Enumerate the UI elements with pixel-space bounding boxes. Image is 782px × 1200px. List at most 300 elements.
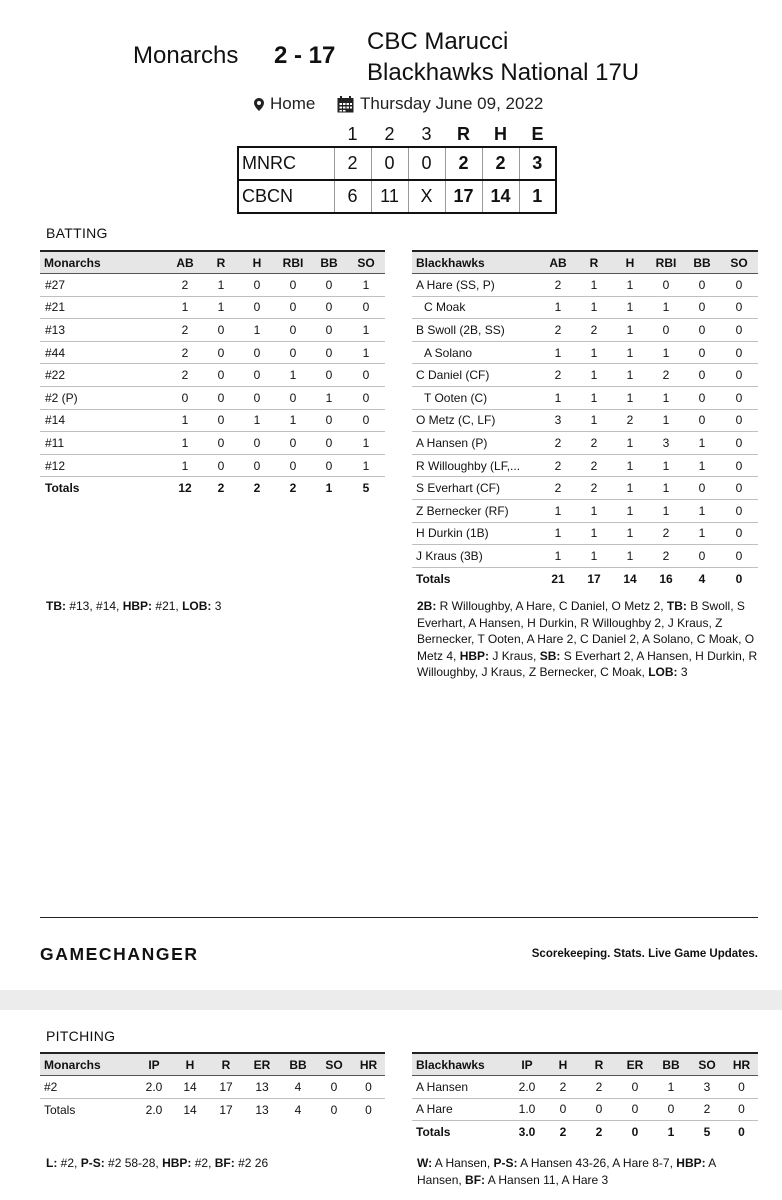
note-text: #2 58-28, xyxy=(104,1156,163,1170)
stat-cell: 0 xyxy=(311,409,347,432)
stat-cell: 0 xyxy=(684,387,720,410)
stat-cell: 1 xyxy=(275,364,311,387)
player-name: H Durkin (1B) xyxy=(412,522,540,545)
column-header-bb: BB xyxy=(653,1053,689,1076)
totals-label: Totals xyxy=(44,1102,76,1117)
stat-cell: 0 xyxy=(684,319,720,342)
stat-cell: 1 xyxy=(684,500,720,523)
player-name: #27 xyxy=(40,274,167,297)
stat-cell: 0 xyxy=(203,387,239,410)
note-text: 3 xyxy=(677,665,688,679)
stat-cell: 1 xyxy=(648,454,684,477)
pitching-notes-home xyxy=(417,1155,759,1188)
table-row xyxy=(412,296,758,319)
final-score: 2 - 17 xyxy=(274,42,336,69)
home-team-name-line1: CBC Marucci xyxy=(367,28,509,55)
stat-cell: 1 xyxy=(576,500,612,523)
stat-cell: 4 xyxy=(280,1076,316,1099)
totals-cell: 16 xyxy=(659,571,673,586)
linescore-header xyxy=(238,122,556,147)
linescore-hits: 2 xyxy=(482,147,519,180)
stat-cell: 1 xyxy=(167,409,203,432)
stat-cell: 0 xyxy=(648,319,684,342)
totals-cell: 0 xyxy=(738,1125,745,1140)
stat-cell: 0 xyxy=(275,432,311,455)
column-header-team: Blackhawks xyxy=(412,1053,509,1076)
stat-cell: 0 xyxy=(203,364,239,387)
stat-cell: 1 xyxy=(612,477,648,500)
note-label: LOB: xyxy=(182,599,212,613)
column-header-r: R xyxy=(581,1053,617,1076)
note-label: HBP: xyxy=(162,1156,192,1170)
totals-cell: 5 xyxy=(362,481,370,496)
game-date xyxy=(337,94,543,114)
note-text: #2 26 xyxy=(234,1156,269,1170)
stat-cell: 0 xyxy=(275,454,311,477)
totals-label: Totals xyxy=(416,571,451,586)
stat-cell: 0 xyxy=(203,409,239,432)
stat-cell: 2 xyxy=(167,274,203,297)
column-header-ip: IP xyxy=(509,1053,545,1076)
player-name: #12 xyxy=(40,454,167,477)
stat-cell: 0 xyxy=(648,274,684,297)
boxscore-page-2 xyxy=(0,1010,782,1200)
stat-cell: 1 xyxy=(612,274,648,297)
stat-cell: 1 xyxy=(612,319,648,342)
column-header-ab: AB xyxy=(167,251,203,274)
linescore-row-away xyxy=(238,147,556,180)
stat-cell: 0 xyxy=(311,319,347,342)
stat-cell: 0 xyxy=(239,341,275,364)
stat-cell: 1 xyxy=(540,500,576,523)
table-row xyxy=(412,341,758,364)
totals-label: Totals xyxy=(416,1125,451,1140)
table-row xyxy=(40,409,385,432)
player-name: S Everhart (CF) xyxy=(412,477,540,500)
table-row xyxy=(412,1076,758,1099)
totals-cell: 2.0 xyxy=(145,1102,163,1117)
footer-divider xyxy=(40,917,758,918)
inning-3-header: 3 xyxy=(421,123,432,144)
table-row xyxy=(412,387,758,410)
pitching-notes-away xyxy=(46,1155,376,1172)
stat-cell: 1.0 xyxy=(509,1098,545,1121)
stat-cell: 1 xyxy=(540,387,576,410)
stat-cell: 0 xyxy=(545,1098,581,1121)
table-row xyxy=(412,454,758,477)
stat-cell: 2 xyxy=(540,432,576,455)
stat-cell: 0 xyxy=(311,364,347,387)
batting-notes-away xyxy=(46,598,376,615)
stat-cell: 1 xyxy=(612,545,648,568)
stat-cell: 0 xyxy=(720,522,758,545)
stat-cell: 1 xyxy=(612,364,648,387)
stat-cell: 0 xyxy=(720,319,758,342)
note-text: #2, xyxy=(191,1156,215,1170)
stat-cell: 1 xyxy=(684,432,720,455)
player-name: C Moak xyxy=(412,296,540,319)
table-row xyxy=(40,454,385,477)
note-text: A Hansen 11, A Hare 3 xyxy=(485,1172,609,1187)
note-text: #13, #14, xyxy=(66,599,123,613)
stat-cell: 0 xyxy=(725,1098,758,1121)
stat-cell: 1 xyxy=(648,341,684,364)
stat-cell: 1 xyxy=(576,545,612,568)
stat-cell: 0 xyxy=(239,296,275,319)
totals-cell: 0 xyxy=(735,571,743,586)
totals-cell: 2 xyxy=(595,1125,603,1140)
stat-cell: 0 xyxy=(311,296,347,319)
player-name: #2 (P) xyxy=(40,387,167,410)
stat-cell: 0 xyxy=(720,341,758,364)
stat-cell: 0 xyxy=(275,296,311,319)
away-team-name: Monarchs xyxy=(133,42,239,69)
stat-cell: 0 xyxy=(203,319,239,342)
stat-cell: 0 xyxy=(239,454,275,477)
column-header-team: Monarchs xyxy=(40,251,167,274)
stat-cell: 1 xyxy=(612,387,648,410)
note-label: P-S: xyxy=(80,1156,105,1170)
stat-cell: 0 xyxy=(203,341,239,364)
stat-cell: 0 xyxy=(275,341,311,364)
batting-table-away xyxy=(40,250,385,500)
stat-cell: 0 xyxy=(720,409,758,432)
stat-cell: 1 xyxy=(684,454,720,477)
stat-cell: 13 xyxy=(244,1076,280,1099)
column-header-rbi: RBI xyxy=(275,251,311,274)
column-header-r: R xyxy=(208,1053,244,1076)
totals-cell: 14 xyxy=(623,571,637,586)
totals-cell: 0 xyxy=(330,1102,338,1117)
column-header-rbi: RBI xyxy=(648,251,684,274)
table-row xyxy=(412,274,758,297)
note-text: R Willoughby, A Hare, C Daniel, O Metz 2, xyxy=(436,599,667,613)
stat-cell: 1 xyxy=(684,522,720,545)
table-row xyxy=(40,341,385,364)
linescore-cell: X xyxy=(408,180,445,213)
stat-cell: 1 xyxy=(576,364,612,387)
stat-cell: 1 xyxy=(347,319,385,342)
table-row xyxy=(412,500,758,523)
player-name: #22 xyxy=(40,364,167,387)
totals-cell: 17 xyxy=(219,1102,233,1117)
column-header-er: ER xyxy=(244,1053,280,1076)
totals-row xyxy=(412,1121,758,1144)
gamechanger-logo: GAMECHANGER xyxy=(40,944,199,964)
table-row xyxy=(40,387,385,410)
batting-notes-home xyxy=(417,598,759,681)
stat-cell: 0 xyxy=(167,387,203,410)
stat-cell: 0 xyxy=(347,296,385,319)
stat-cell: 0 xyxy=(311,432,347,455)
player-name: A Solano xyxy=(412,341,540,364)
column-header-hr: HR xyxy=(352,1053,385,1076)
runs-header: R xyxy=(457,123,470,144)
table-row xyxy=(40,274,385,297)
note-label: L: xyxy=(46,1156,58,1170)
player-name: #11 xyxy=(40,432,167,455)
stat-cell: 1 xyxy=(203,296,239,319)
stat-cell: 0 xyxy=(316,1076,352,1099)
totals-cell: 2 xyxy=(559,1125,567,1140)
table-header xyxy=(40,1053,385,1076)
totals-cell: 14 xyxy=(183,1102,197,1117)
stat-cell: 1 xyxy=(576,296,612,319)
linescore-corner xyxy=(238,122,334,147)
table-row xyxy=(412,1098,758,1121)
stat-cell: 2 xyxy=(167,341,203,364)
player-name: R Willoughby (LF,... xyxy=(412,454,540,477)
note-text: A Hansen, xyxy=(432,1156,494,1170)
stat-cell: 0 xyxy=(720,387,758,410)
note-text: #21, xyxy=(152,599,183,613)
stat-cell: 0 xyxy=(725,1076,758,1099)
stat-cell: 1 xyxy=(347,341,385,364)
stat-cell: 1 xyxy=(612,454,648,477)
stat-cell: 17 xyxy=(208,1076,244,1099)
stat-cell: 1 xyxy=(648,409,684,432)
linescore-runs: 17 xyxy=(445,180,482,213)
note-label: LOB: xyxy=(648,665,678,679)
totals-cell: 0 xyxy=(631,1125,639,1140)
stat-cell: 1 xyxy=(311,387,347,410)
player-name: A Hansen (P) xyxy=(412,432,540,455)
table-row xyxy=(412,432,758,455)
note-text: S Everhart 2, A Hansen, H Durkin, R Willoughby, J Kraus, Z Bernecker, C Moak, xyxy=(417,648,758,679)
stat-cell: 2 xyxy=(545,1076,581,1099)
location-label: Home xyxy=(270,94,316,113)
linescore-team: MNRC xyxy=(238,147,334,180)
column-header-h: H xyxy=(172,1053,208,1076)
stat-cell: 0 xyxy=(684,364,720,387)
stat-cell: 1 xyxy=(576,387,612,410)
note-text: A Hansen, xyxy=(417,1156,716,1187)
player-name: C Daniel (CF) xyxy=(412,364,540,387)
player-name: #44 xyxy=(40,341,167,364)
column-header-er: ER xyxy=(617,1053,653,1076)
column-header-h: H xyxy=(545,1053,581,1076)
stat-cell: 0 xyxy=(720,454,758,477)
stat-cell: 0 xyxy=(617,1098,653,1121)
date-label: Thursday June 09, 2022 xyxy=(360,94,544,113)
stat-cell: 0 xyxy=(617,1076,653,1099)
stat-cell: 0 xyxy=(720,364,758,387)
stat-cell: 0 xyxy=(347,387,385,410)
stat-cell: 2 xyxy=(581,1076,617,1099)
column-header-so: SO xyxy=(689,1053,725,1076)
note-text: J Kraus, xyxy=(489,648,540,663)
stat-cell: 1 xyxy=(167,454,203,477)
hits-header: H xyxy=(494,123,507,144)
table-row xyxy=(40,319,385,342)
stat-cell: 2 xyxy=(648,364,684,387)
stat-cell: 0 xyxy=(684,409,720,432)
note-label: TB: xyxy=(666,599,687,613)
note-text: A Hansen 43-26, A Hare 8-7, xyxy=(517,1156,677,1170)
stat-cell: 0 xyxy=(347,409,385,432)
stat-cell: 1 xyxy=(540,545,576,568)
stat-cell: 2 xyxy=(167,319,203,342)
stat-cell: 2.0 xyxy=(509,1076,545,1099)
table-row xyxy=(40,364,385,387)
stat-cell: 1 xyxy=(540,341,576,364)
stat-cell: 1 xyxy=(612,341,648,364)
table-row xyxy=(412,522,758,545)
stat-cell: 2 xyxy=(540,477,576,500)
stat-cell: 2.0 xyxy=(136,1076,172,1099)
player-name: O Metz (C, LF) xyxy=(412,409,540,432)
stat-cell: 3 xyxy=(689,1076,725,1099)
note-label: SB: xyxy=(539,648,561,663)
column-header-bb: BB xyxy=(684,251,720,274)
stat-cell: 1 xyxy=(275,409,311,432)
table-row xyxy=(412,477,758,500)
linescore-errors: 1 xyxy=(519,180,556,213)
note-label: BF: xyxy=(465,1172,486,1187)
calendar-icon xyxy=(337,96,354,113)
stat-cell: 0 xyxy=(311,341,347,364)
totals-cell: 4 xyxy=(698,571,706,586)
stat-cell: 0 xyxy=(203,432,239,455)
totals-cell: 21 xyxy=(551,571,565,586)
stat-cell: 1 xyxy=(347,454,385,477)
stat-cell: 1 xyxy=(653,1076,689,1099)
stat-cell: 0 xyxy=(352,1076,385,1099)
pitching-section-title: PITCHING xyxy=(46,1028,116,1044)
note-label: TB: xyxy=(46,599,66,613)
player-name: A Hansen xyxy=(412,1076,509,1099)
stat-cell: 0 xyxy=(311,274,347,297)
location xyxy=(254,94,315,114)
linescore-table xyxy=(237,122,557,214)
stat-cell: 1 xyxy=(540,522,576,545)
totals-cell: 1 xyxy=(667,1125,675,1140)
stat-cell: 0 xyxy=(720,274,758,297)
stat-cell: 3 xyxy=(540,409,576,432)
stat-cell: 1 xyxy=(167,432,203,455)
stat-cell: 0 xyxy=(275,319,311,342)
stat-cell: 2 xyxy=(648,545,684,568)
stat-cell: 0 xyxy=(720,432,758,455)
column-header-r: R xyxy=(576,251,612,274)
stat-cell: 1 xyxy=(612,296,648,319)
stat-cell: 1 xyxy=(576,409,612,432)
stat-cell: 1 xyxy=(347,274,385,297)
batting-section-title: BATTING xyxy=(46,225,108,241)
stat-cell: 1 xyxy=(648,477,684,500)
stat-cell: 1 xyxy=(347,432,385,455)
linescore-runs: 2 xyxy=(445,147,482,180)
table-row xyxy=(412,319,758,342)
stat-cell: 2 xyxy=(540,364,576,387)
note-label: 2B: xyxy=(417,599,437,613)
totals-cell: 4 xyxy=(294,1102,302,1117)
column-header-h: H xyxy=(612,251,648,274)
stat-cell: 1 xyxy=(239,409,275,432)
errors-header: E xyxy=(531,123,544,144)
totals-cell: 2 xyxy=(289,481,297,496)
linescore-errors: 3 xyxy=(519,147,556,180)
table-row xyxy=(40,432,385,455)
stat-cell: 1 xyxy=(612,522,648,545)
column-header-team: Blackhawks xyxy=(412,251,540,274)
linescore-cell: 2 xyxy=(334,147,371,180)
stat-cell: 1 xyxy=(239,319,275,342)
player-name: #21 xyxy=(40,296,167,319)
stat-cell: 2 xyxy=(540,454,576,477)
note-text: B Swoll, S Everhart, A Hansen, H Durkin, R Willoughby 2, J Kraus, Z Bernecker, T Ooten, A Hare 2, C Daniel 2, A Solano, C Moak, O Metz 4, xyxy=(417,599,755,663)
stat-cell: 0 xyxy=(347,364,385,387)
note-text: 3 xyxy=(211,599,222,613)
totals-row xyxy=(412,567,758,590)
totals-row xyxy=(40,1098,385,1121)
table-row xyxy=(412,409,758,432)
pitching-table-home xyxy=(412,1052,758,1143)
stat-cell: 0 xyxy=(311,454,347,477)
stat-cell: 0 xyxy=(684,274,720,297)
stat-cell: 1 xyxy=(648,500,684,523)
stat-cell: 1 xyxy=(576,274,612,297)
stat-cell: 0 xyxy=(720,500,758,523)
column-header-ab: AB xyxy=(540,251,576,274)
player-name: T Ooten (C) xyxy=(412,387,540,410)
stat-cell: 1 xyxy=(648,296,684,319)
stat-cell: 0 xyxy=(581,1098,617,1121)
player-name: Z Bernecker (RF) xyxy=(412,500,540,523)
stat-cell: 0 xyxy=(684,341,720,364)
stat-cell: 0 xyxy=(684,296,720,319)
table-row xyxy=(40,296,385,319)
note-label: HBP: xyxy=(459,648,490,663)
column-header-ip: IP xyxy=(136,1053,172,1076)
location-pin-icon xyxy=(254,98,264,111)
stat-cell: 1 xyxy=(203,274,239,297)
stat-cell: 0 xyxy=(275,274,311,297)
stat-cell: 2 xyxy=(689,1098,725,1121)
column-header-bb: BB xyxy=(280,1053,316,1076)
totals-cell: 5 xyxy=(703,1125,711,1140)
column-header-r: R xyxy=(203,251,239,274)
player-name: #13 xyxy=(40,319,167,342)
stat-cell: 1 xyxy=(648,387,684,410)
table-row xyxy=(412,545,758,568)
column-header-bb: BB xyxy=(311,251,347,274)
totals-label: Totals xyxy=(45,481,80,496)
stat-cell: 1 xyxy=(576,522,612,545)
note-label: HBP: xyxy=(676,1156,706,1170)
stat-cell: 2 xyxy=(648,522,684,545)
table-header xyxy=(412,251,758,274)
note-label: HBP: xyxy=(122,599,153,613)
home-team-name xyxy=(367,26,639,88)
stat-cell: 2 xyxy=(612,409,648,432)
player-name: A Hare (SS, P) xyxy=(412,274,540,297)
player-name: B Swoll (2B, SS) xyxy=(412,319,540,342)
stat-cell: 1 xyxy=(576,341,612,364)
stat-cell: 3 xyxy=(648,432,684,455)
note-text: #2, xyxy=(57,1156,81,1170)
totals-cell: 3.0 xyxy=(518,1125,536,1140)
column-header-team: Monarchs xyxy=(40,1053,136,1076)
stat-cell: 0 xyxy=(653,1098,689,1121)
stat-cell: 2 xyxy=(576,319,612,342)
totals-cell: 17 xyxy=(587,571,601,586)
stat-cell: 0 xyxy=(239,387,275,410)
stat-cell: 2 xyxy=(167,364,203,387)
stat-cell: 2 xyxy=(540,319,576,342)
linescore-cell: 11 xyxy=(371,180,408,213)
note-label: P-S: xyxy=(493,1156,518,1170)
